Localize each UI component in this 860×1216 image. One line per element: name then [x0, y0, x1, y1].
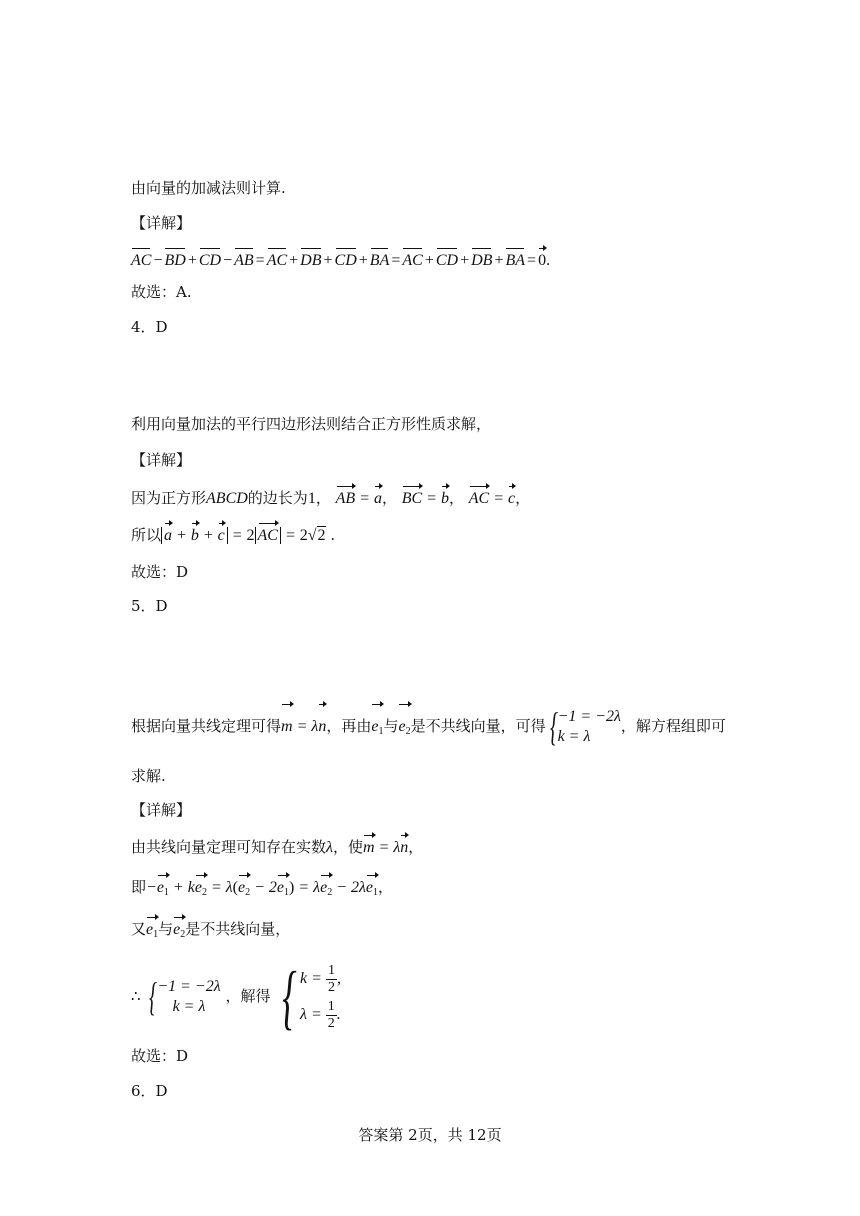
question-label: 5．D	[131, 597, 168, 615]
answer-text: 故选：D	[131, 563, 189, 581]
detail-heading: 【详解】	[131, 801, 192, 819]
analysis-text: 利用向量加法的平行四边形法则结合正方形性质求解，	[131, 415, 492, 433]
page-footer: 答案第 2页，共 12页	[358, 1126, 502, 1144]
detail-heading: 【详解】	[131, 451, 192, 469]
analysis-text: 由向量的加减法则计算.	[131, 179, 286, 197]
vector-equation: AC − BD + CD − AB = AC + DB + CD + BA = AC + CD + DB + BA = 0.	[131, 247, 550, 271]
solution-system: ∴ { −1 = −2λ k = λ ，解得 { k = $\frac{1}{2}$ , λ = $\frac{1}{2}$ .	[131, 957, 341, 1037]
answer-text: 故选：D	[131, 1047, 189, 1065]
detail-heading: 【详解】	[131, 214, 192, 232]
question-label: 4．D	[131, 318, 168, 336]
detail-line-1: 由共线向量定理可知存在实数λ，使m = λn，	[131, 834, 423, 858]
given-statement: 因为正方形ABCD的边长为1， AB = a， BC = b， AC = c，	[131, 485, 530, 509]
analysis-text-cont: 求解.	[131, 767, 166, 785]
result-statement: 所以 a + b + c = 2 AC = 2√2 .	[131, 522, 335, 546]
answer-text: 故选：A.	[131, 283, 192, 301]
question-label: 6．D	[131, 1082, 168, 1100]
analysis-text: 根据向量共线定理可得m = λn，再由$e_1$与$e_2$是不共线向量，可得 { −1 = −2λ k = λ ，解方程组即可	[131, 703, 726, 752]
detail-line-3: 又$e_1$与$e_2$是不共线向量，	[131, 916, 290, 945]
detail-line-2: 即$-e_1 + ke_2 = \lambda(e_2 - 2e_1) = \lambda e_2 - 2\lambda e_1$，	[131, 874, 393, 903]
